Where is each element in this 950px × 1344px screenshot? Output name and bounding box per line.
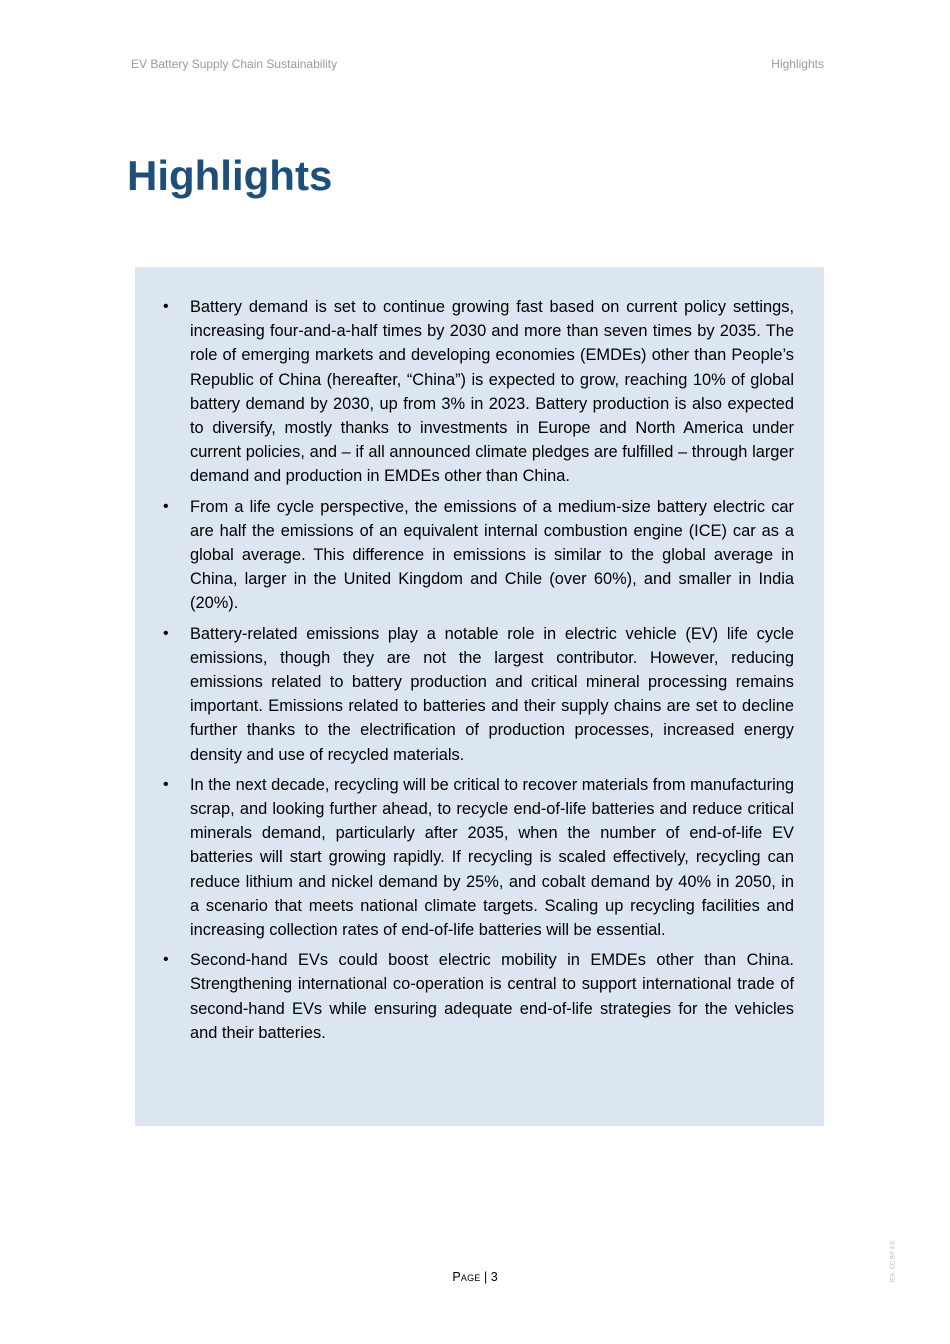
- bullet-icon: •: [163, 298, 169, 315]
- list-item: [163, 295, 794, 489]
- list-item: [163, 622, 794, 767]
- bullet-text: Second-hand EVs could boost electric mobility in EMDEs other than China. Strengthening international co-operation is central to support international trade of second-hand EVs while ensuring adequate end-of-life strategies for the vehicles and their batteries.: [190, 951, 794, 1042]
- list-item: [163, 495, 794, 616]
- bullet-icon: •: [163, 951, 169, 969]
- page-separator: |: [483, 1270, 488, 1284]
- list-item: [163, 948, 794, 1045]
- bullet-text: In the next decade, recycling will be critical to recover materials from manufacturing scrap, and looking further ahead, to recycle end-of-life batteries and reduce critical minerals demand, particularly after 2035, when the number of end-of-life EV batteries will start growing rapidly. If recycling is scaled effectively, recycling can reduce lithium and nickel demand by 25%, and cobalt demand by 40% in 2050, in a scenario that meets national climate targets. Scaling up recycling facilities and increasing collection rates of end-of-life batteries will be essential.: [190, 775, 794, 940]
- list-item: [163, 773, 794, 942]
- page-title: Highlights: [127, 152, 333, 199]
- page-footer: [0, 1270, 950, 1284]
- bullet-text: Battery-related emissions play a notable role in electric vehicle (EV) life cycle emissions, though they are not the largest contributor. However, reducing emissions related to battery production and critical mineral processing remains important. Emissions related to batteries and their supply chains are set to decline further thanks to the electrification of production processes, increased energy density and use of recycled materials.: [190, 624, 794, 764]
- license-notice: IEA. CC BY 4.0.: [890, 1239, 897, 1283]
- page-number: 3: [490, 1270, 498, 1284]
- bullet-text: From a life cycle perspective, the emissions of a medium-size battery electric car are half the emissions of an equivalent internal combustion engine (ICE) car as a global average. This difference in emissions is similar to the global average in China, larger in the United Kingdom and Chile (over 60%), and smaller in India (20%).: [190, 497, 794, 613]
- running-head-section: Highlights: [771, 57, 824, 71]
- running-head-document-title: EV Battery Supply Chain Sustainability: [131, 57, 338, 71]
- bullet-icon: •: [163, 497, 169, 515]
- highlights-list: [163, 295, 794, 1051]
- page-label: Page: [452, 1270, 481, 1284]
- bullet-icon: •: [163, 624, 169, 642]
- bullet-icon: •: [163, 775, 169, 793]
- bullet-text: Battery demand is set to continue growing fast based on current policy settings, increasing four-and-a-half times by 2030 and more than seven times by 2035. The role of emerging markets and developing economies (EMDEs) other than People’s Republic of China (hereafter, “China”) is expected to grow, reaching 10% of global battery demand by 2030, up from 3% in 2023. Battery production is also expected to diversify, mostly thanks to investments in Europe and North America under current policies, and – if all announced climate pledges are fulfilled – through larger demand and production in EMDEs other than China.: [190, 298, 794, 486]
- highlights-box: [135, 267, 824, 1126]
